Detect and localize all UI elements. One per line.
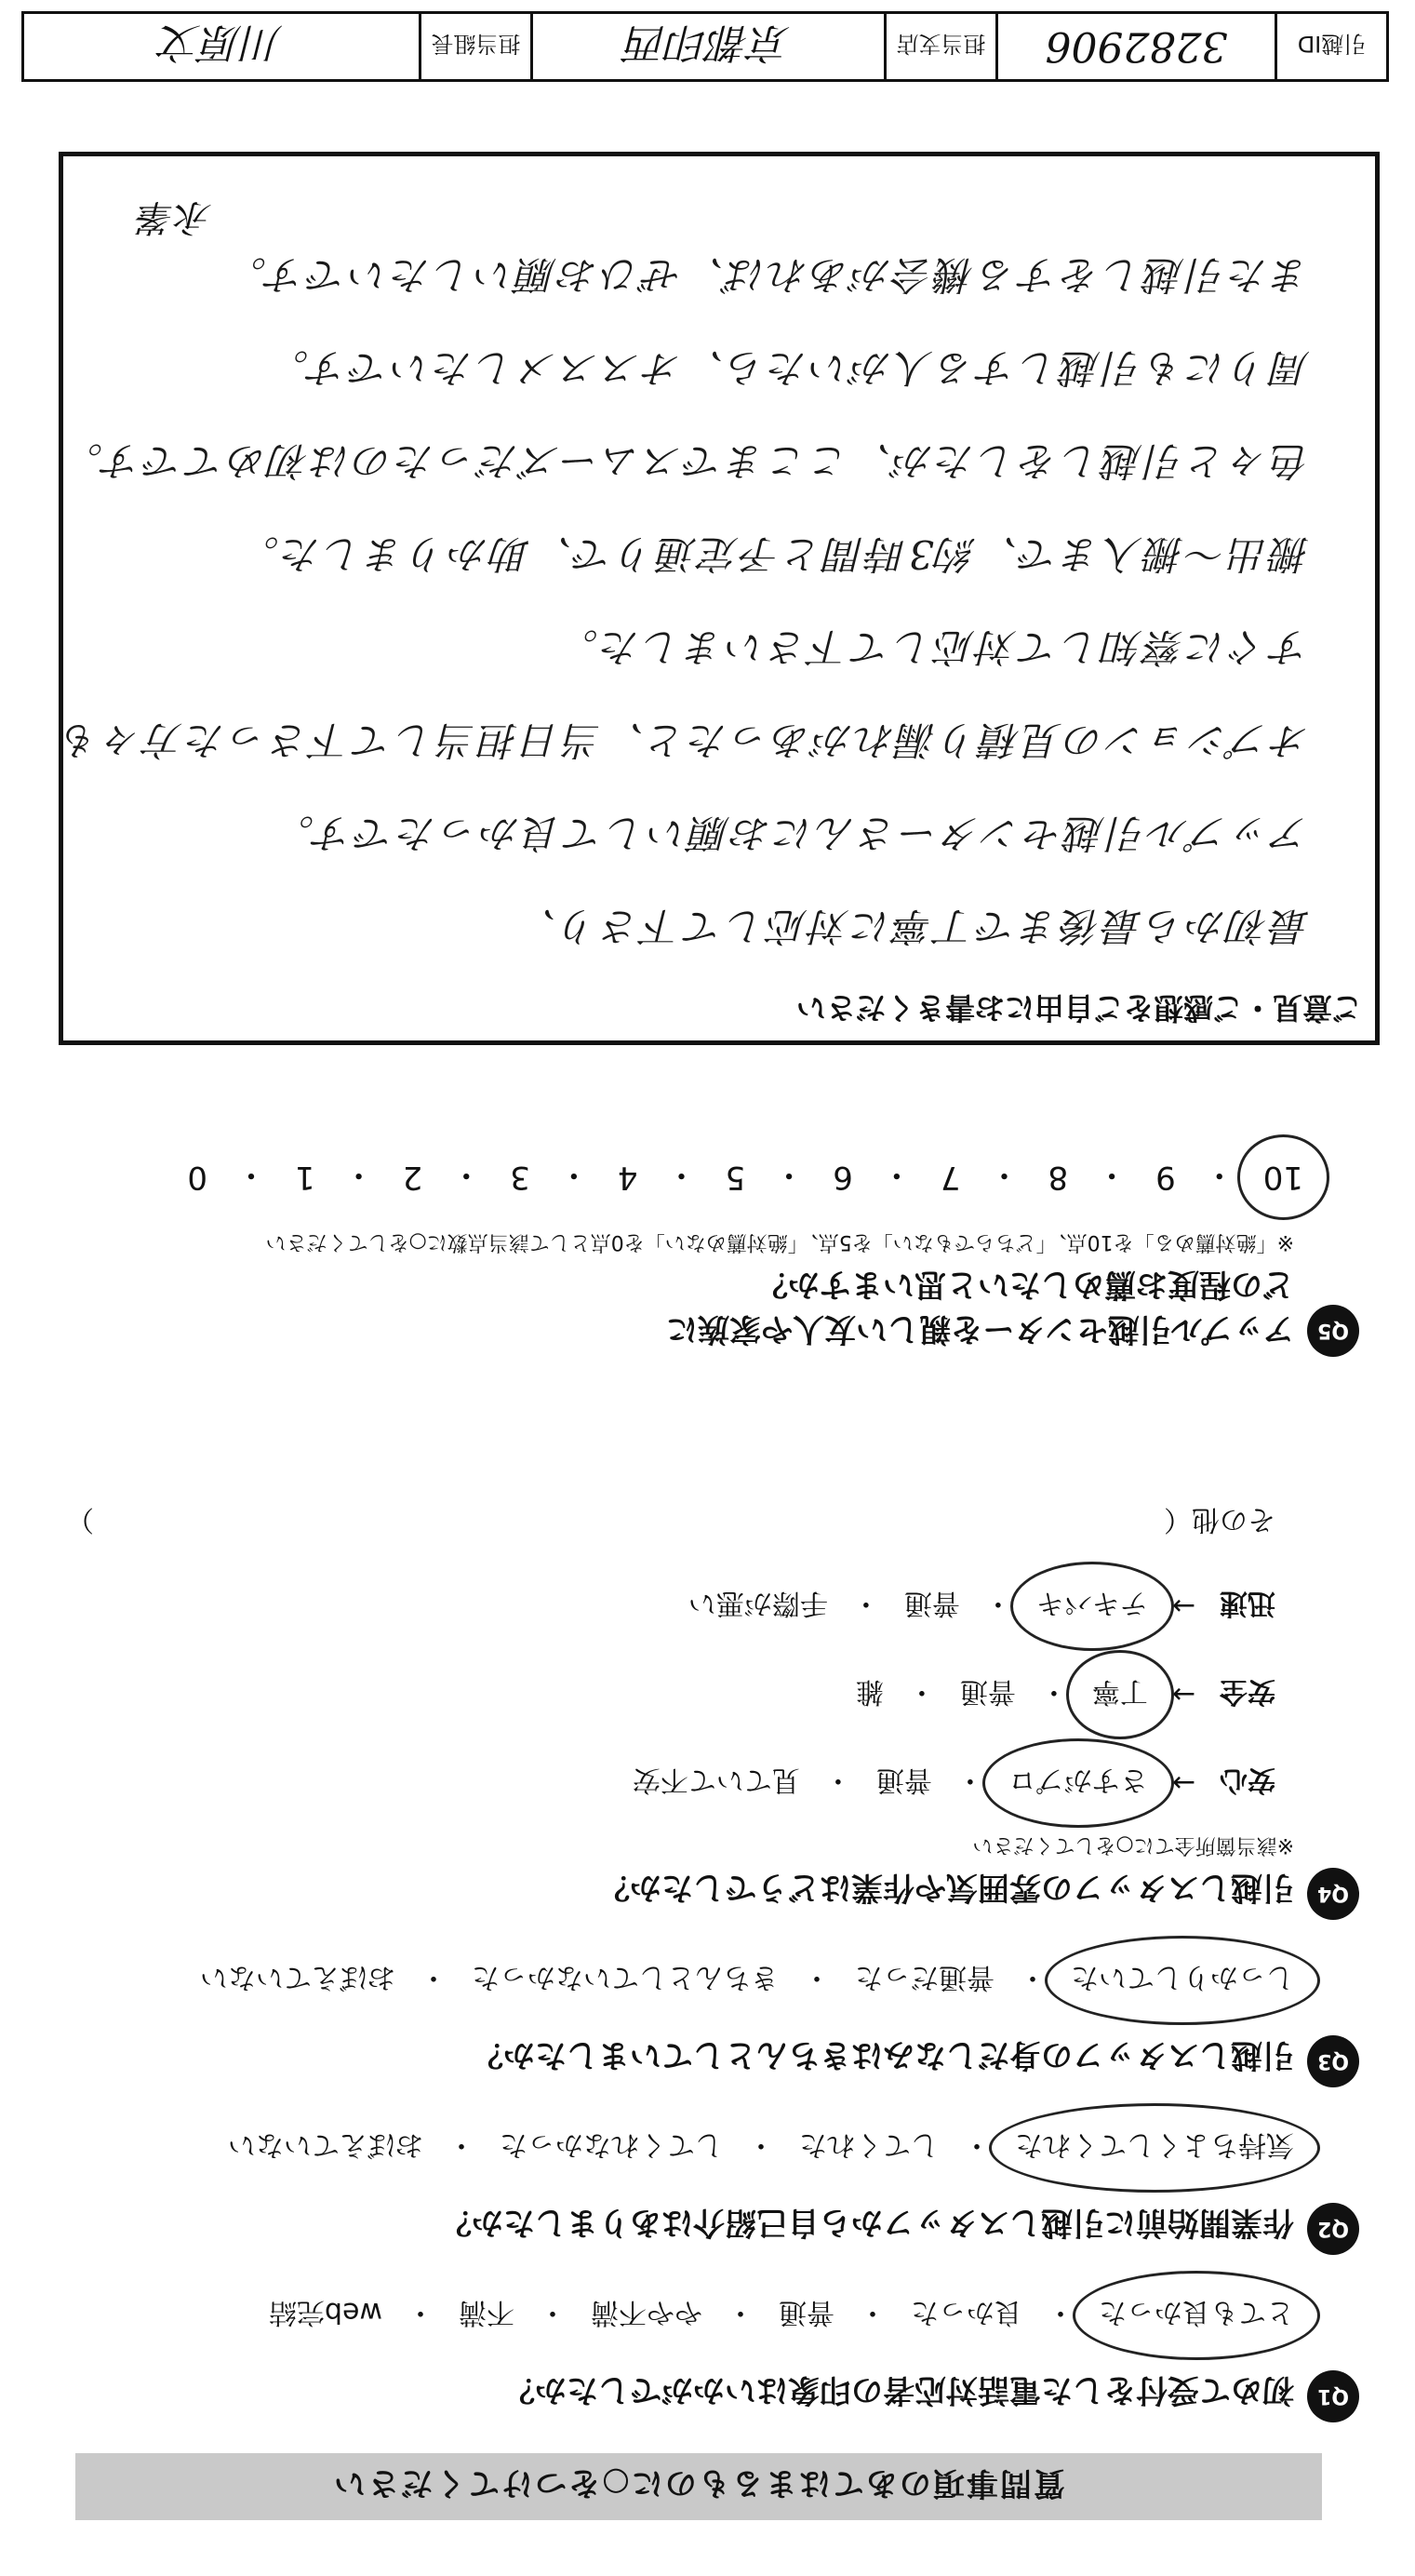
q5-score-2[interactable]: 2: [402, 1159, 423, 1197]
comment-line: オプションの見積り漏れがあったと、当日担当して下さった方々も: [58, 718, 1310, 763]
q4-other-label[interactable]: その他（: [1164, 1503, 1275, 1536]
q1-badge: [1307, 2370, 1359, 2422]
q4-jinsoku-brisk[interactable]: テキパキ: [1036, 1586, 1148, 1627]
q5-score-6[interactable]: 6: [833, 1159, 853, 1197]
q5-scale: 10 ・ 9 ・ 8 ・ 7 ・ 6 ・ 5 ・ 4 ・ 3 ・ 2 ・ 1 ・ 0: [187, 1156, 1303, 1197]
q4-row-anshin: 安心 → さすがプロ ・ 普通 ・ 見ていて不安: [633, 1763, 1275, 1804]
q1-option-normal[interactable]: 普通: [779, 2296, 834, 2328]
q4-row-label: 安心: [1220, 1764, 1275, 1796]
q4-jinsoku-normal[interactable]: 普通: [903, 1587, 960, 1619]
q1-option-slightly-dissatisfied[interactable]: やや不満: [591, 2296, 702, 2328]
q5-score-3[interactable]: 3: [510, 1159, 530, 1197]
q2-option-gladly[interactable]: 気持ちよくしてくれた: [1015, 2127, 1294, 2168]
instruction-banner: [75, 2453, 1322, 2520]
q3-option-not-neat[interactable]: きちんとしていなかった: [472, 1961, 779, 1993]
q4-anshin-normal[interactable]: 普通: [875, 1764, 932, 1796]
q4-anshin-pro[interactable]: さすがプロ: [1008, 1763, 1148, 1804]
id-label: 引越ID: [1275, 14, 1386, 79]
q2-options: 気持ちよくしてくれた ・ してくれた ・ してくれなかった ・ おぼえていない: [228, 2127, 1294, 2168]
instruction-text: 質問事項のあてはまるものに○をつけてください: [332, 2464, 1065, 2502]
q3-question: 引越しスタッフの身だしなみはきちんとしていましたか？: [472, 2036, 1294, 2073]
branch-value[interactable]: 京都印西: [530, 14, 884, 79]
q3-badge: [1307, 2035, 1359, 2087]
q4-row-anzen: 安全 → 丁寧 ・ 普通 ・ 雑: [856, 1674, 1275, 1715]
q5-score-10[interactable]: 10: [1262, 1159, 1303, 1197]
q4-anzen-normal[interactable]: 普通: [959, 1675, 1016, 1708]
q1-option-dissatisfied[interactable]: 不満: [459, 2296, 514, 2328]
leader-value[interactable]: 川原文: [160, 19, 283, 66]
q4-badge: [1307, 1868, 1359, 1920]
q1-question: 初めて受付をした電話対応者の印象はいかがでしたか？: [503, 2371, 1294, 2408]
q5-question-line1: アップル引越センターを親しい友人や家族に: [666, 1310, 1294, 1348]
q4-jinsoku-clumsy[interactable]: 手際が悪い: [687, 1587, 828, 1619]
q1-option-good[interactable]: 良かった: [911, 2296, 1022, 2328]
q5-score-5[interactable]: 5: [725, 1159, 746, 1197]
q4-question: 引越しスタッフの雰囲気や作業はどうでしたか？: [598, 1869, 1294, 1906]
q4-note: ※該当箇所全てに○をしてください: [972, 1833, 1294, 1857]
comment-line: すぐに察知して対応して下さいました。: [555, 624, 1310, 670]
id-table: [21, 11, 1389, 82]
q5-score-1[interactable]: 1: [294, 1159, 315, 1197]
q2-option-did-not[interactable]: してくれなかった: [500, 2128, 723, 2161]
q2-option-forget[interactable]: おぼえていない: [228, 2128, 423, 2161]
q1-option-very-good[interactable]: とても良かった: [1099, 2295, 1294, 2336]
q2-number: Q2: [1317, 2217, 1350, 2241]
q4-number: Q4: [1317, 1882, 1350, 1906]
comment-line: 色々と引越しをしたが、ここまでスムーズだったのは初めてです。: [60, 438, 1310, 484]
q4-anzen-careful[interactable]: 丁寧: [1092, 1674, 1148, 1715]
q5-score-8[interactable]: 8: [1048, 1159, 1069, 1197]
q5-score-0[interactable]: 0: [187, 1159, 207, 1197]
q1-options: とても良かった ・ 良かった ・ 普通 ・ やや不満 ・ 不満 ・ web完結: [269, 2295, 1294, 2336]
q5-score-4[interactable]: 4: [617, 1159, 638, 1197]
q3-options: しっかりしていた ・ 普通だった ・ きちんとしていなかった ・ おぼえていない: [200, 1960, 1294, 2001]
q4-other: [66, 1502, 1275, 1543]
q5-note: ※「絶対薦める」を10点、「どちらでもない」を5点、「絶対薦めない」を0点として該当点数に○をしてください: [265, 1230, 1294, 1254]
q4-row-label: 安全: [1220, 1675, 1275, 1708]
q2-badge: [1307, 2203, 1359, 2255]
q5-question-line2: どの程度お薦めしたいと思いますか？: [756, 1266, 1294, 1303]
q2-question: 作業開始前に引越しスタッフから自己紹介はありましたか？: [440, 2204, 1294, 2241]
q1-number: Q1: [1317, 2384, 1350, 2408]
q4-row-jinsoku: 迅速 → テキパキ ・ 普通 ・ 手際が悪い: [688, 1586, 1275, 1627]
id-value[interactable]: 3282906: [995, 14, 1275, 79]
comment-title: ご意見・ご感想をご自由にお書きください: [795, 990, 1362, 1026]
q4-anzen-rough[interactable]: 雑: [855, 1675, 884, 1708]
q4-anshin-uneasy[interactable]: 見ていて不安: [632, 1764, 800, 1796]
q3-option-normal[interactable]: 普通だった: [855, 1961, 995, 1993]
q5-number: Q5: [1317, 1319, 1350, 1343]
q3-option-neat[interactable]: しっかりしていた: [1071, 1960, 1294, 2001]
comment-line: 周りにも引越しする人がいたら、オススメしたいです。: [266, 345, 1310, 391]
leader-label: 担当組長: [419, 14, 530, 79]
q4-row-label: 迅速: [1220, 1587, 1275, 1619]
signature: 永峯: [138, 195, 212, 238]
q3-option-forget[interactable]: おぼえていない: [200, 1961, 395, 1993]
branch-label: 担当支店: [884, 14, 995, 79]
q1-option-web[interactable]: web完結: [268, 2296, 382, 2328]
q5-score-9[interactable]: 9: [1155, 1159, 1176, 1197]
q2-option-did[interactable]: してくれた: [799, 2128, 939, 2161]
q5-score-7[interactable]: 7: [940, 1159, 961, 1197]
q5-badge: [1307, 1305, 1359, 1357]
comment-line: 搬出〜搬入まで、約3時間と予定通りで、助かりました。: [236, 531, 1310, 577]
comment-line: アップル引越センターさんにお願いして良かったです。: [272, 811, 1310, 856]
q3-number: Q3: [1317, 2049, 1350, 2073]
comment-box[interactable]: [59, 152, 1380, 1045]
comment-line: 最初から最後まで丁寧に対応して下さり、: [514, 904, 1310, 949]
comment-line: また引越しをする機会があれば、ぜひお願いしたいです。: [224, 252, 1310, 298]
q4-other-close: ）: [66, 1503, 94, 1536]
